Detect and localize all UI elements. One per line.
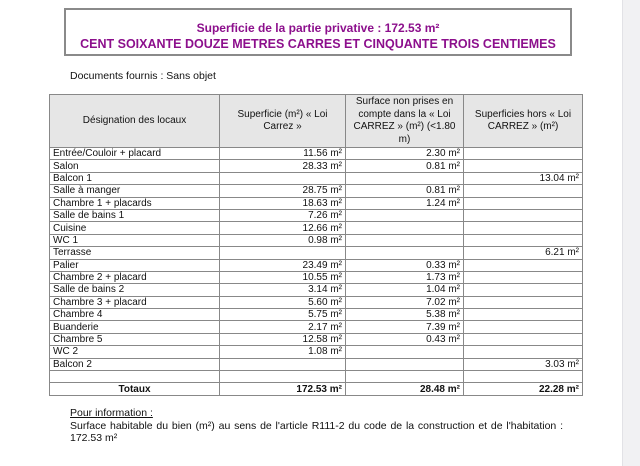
col-header-non-prises: Surface non prises en compte dans la « Loi CARREZ » (m²) (<1.80 m) bbox=[346, 95, 464, 148]
cell-designation: Salle de bains 1 bbox=[50, 209, 220, 221]
cell-non-prises: 0.43 m² bbox=[346, 333, 464, 345]
cell-designation: Chambre 5 bbox=[50, 333, 220, 345]
cell-non-prises bbox=[346, 172, 464, 184]
cell-designation: WC 1 bbox=[50, 234, 220, 246]
cell-hors bbox=[464, 309, 583, 321]
viewer-side-strip bbox=[622, 0, 640, 466]
cell-designation: Cuisine bbox=[50, 222, 220, 234]
cell-designation: Entrée/Couloir + placard bbox=[50, 148, 220, 160]
cell-hors bbox=[464, 209, 583, 221]
table-row bbox=[50, 259, 583, 271]
cell-carrez: 28.75 m² bbox=[220, 185, 346, 197]
cell-hors bbox=[464, 259, 583, 271]
table-row bbox=[50, 209, 583, 221]
cell-hors bbox=[464, 346, 583, 358]
cell-non-prises bbox=[346, 222, 464, 234]
table-header-row bbox=[50, 95, 583, 148]
cell-hors bbox=[464, 333, 583, 345]
cell-designation: Salle de bains 2 bbox=[50, 284, 220, 296]
cell-designation: Salle à manger bbox=[50, 185, 220, 197]
table-row bbox=[50, 197, 583, 209]
cell-designation: Chambre 3 + placard bbox=[50, 296, 220, 308]
cell-designation bbox=[50, 371, 220, 383]
cell-carrez: 12.66 m² bbox=[220, 222, 346, 234]
cell-non-prises: 1.24 m² bbox=[346, 197, 464, 209]
cell-non-prises: 0.33 m² bbox=[346, 259, 464, 271]
cell-carrez: 5.60 m² bbox=[220, 296, 346, 308]
col-header-hors: Superficies hors « Loi CARREZ » (m²) bbox=[464, 95, 583, 148]
cell-carrez bbox=[220, 358, 346, 370]
info-section bbox=[70, 407, 563, 445]
surface-title: Superficie de la partie privative : 172.53 m² bbox=[196, 21, 440, 35]
cell-non-prises bbox=[346, 346, 464, 358]
table-row bbox=[50, 296, 583, 308]
cell-designation: Balcon 1 bbox=[50, 172, 220, 184]
cell-hors bbox=[464, 148, 583, 160]
table-row bbox=[50, 271, 583, 283]
cell-carrez: 12.58 m² bbox=[220, 333, 346, 345]
table-row bbox=[50, 160, 583, 172]
cell-hors: 6.21 m² bbox=[464, 247, 583, 259]
cell-non-prises: 5.38 m² bbox=[346, 309, 464, 321]
surface-in-words: CENT SOIXANTE DOUZE METRES CARRES ET CINQUANTE TROIS CENTIEMES bbox=[80, 37, 556, 51]
cell-designation: Palier bbox=[50, 259, 220, 271]
cell-hors bbox=[464, 296, 583, 308]
table-row bbox=[50, 309, 583, 321]
table-row bbox=[50, 222, 583, 234]
cell-carrez: 2.17 m² bbox=[220, 321, 346, 333]
cell-non-prises: 0.81 m² bbox=[346, 185, 464, 197]
cell-hors bbox=[464, 284, 583, 296]
title-box bbox=[64, 8, 572, 56]
cell-non-prises: 7.02 m² bbox=[346, 296, 464, 308]
cell-designation: Balcon 2 bbox=[50, 358, 220, 370]
table-row bbox=[50, 346, 583, 358]
total-hors: 22.28 m² bbox=[464, 383, 583, 396]
cell-carrez: 1.08 m² bbox=[220, 346, 346, 358]
cell-hors bbox=[464, 234, 583, 246]
cell-carrez bbox=[220, 371, 346, 383]
cell-designation: WC 2 bbox=[50, 346, 220, 358]
cell-non-prises bbox=[346, 247, 464, 259]
cell-carrez: 0.98 m² bbox=[220, 234, 346, 246]
cell-carrez bbox=[220, 247, 346, 259]
cell-hors bbox=[464, 160, 583, 172]
cell-hors bbox=[464, 371, 583, 383]
cell-carrez: 23.49 m² bbox=[220, 259, 346, 271]
table-row bbox=[50, 333, 583, 345]
cell-non-prises: 0.81 m² bbox=[346, 160, 464, 172]
cell-designation: Buanderie bbox=[50, 321, 220, 333]
totals-label: Totaux bbox=[50, 383, 220, 396]
totals-row bbox=[50, 383, 583, 396]
table-row bbox=[50, 185, 583, 197]
cell-carrez: 18.63 m² bbox=[220, 197, 346, 209]
total-carrez: 172.53 m² bbox=[220, 383, 346, 396]
table-row bbox=[50, 148, 583, 160]
cell-carrez: 11.56 m² bbox=[220, 148, 346, 160]
table-row bbox=[50, 247, 583, 259]
cell-non-prises: 7.39 m² bbox=[346, 321, 464, 333]
table-row bbox=[50, 234, 583, 246]
cell-hors bbox=[464, 271, 583, 283]
cell-designation: Terrasse bbox=[50, 247, 220, 259]
cell-non-prises: 1.04 m² bbox=[346, 284, 464, 296]
cell-hors bbox=[464, 197, 583, 209]
cell-hors bbox=[464, 222, 583, 234]
cell-non-prises bbox=[346, 371, 464, 383]
surface-table bbox=[49, 94, 583, 396]
cell-non-prises bbox=[346, 358, 464, 370]
cell-designation: Salon bbox=[50, 160, 220, 172]
cell-non-prises bbox=[346, 209, 464, 221]
cell-designation: Chambre 2 + placard bbox=[50, 271, 220, 283]
col-header-carrez: Superficie (m²) « Loi Carrez » bbox=[220, 95, 346, 148]
cell-non-prises bbox=[346, 234, 464, 246]
cell-hors: 3.03 m² bbox=[464, 358, 583, 370]
table-row bbox=[50, 284, 583, 296]
table-row bbox=[50, 321, 583, 333]
cell-hors: 13.04 m² bbox=[464, 172, 583, 184]
col-header-designation: Désignation des locaux bbox=[50, 95, 220, 148]
cell-carrez: 3.14 m² bbox=[220, 284, 346, 296]
table-row bbox=[50, 172, 583, 184]
cell-carrez: 7.26 m² bbox=[220, 209, 346, 221]
cell-carrez bbox=[220, 172, 346, 184]
table-row bbox=[50, 358, 583, 370]
cell-designation: Chambre 1 + placards bbox=[50, 197, 220, 209]
table-row bbox=[50, 371, 583, 383]
cell-hors bbox=[464, 185, 583, 197]
documents-provided: Documents fournis : Sans objet bbox=[70, 70, 216, 82]
cell-carrez: 10.55 m² bbox=[220, 271, 346, 283]
info-title: Pour information : bbox=[70, 407, 153, 419]
cell-non-prises: 1.73 m² bbox=[346, 271, 464, 283]
cell-designation: Chambre 4 bbox=[50, 309, 220, 321]
total-non-prises: 28.48 m² bbox=[346, 383, 464, 396]
cell-non-prises: 2.30 m² bbox=[346, 148, 464, 160]
cell-carrez: 28.33 m² bbox=[220, 160, 346, 172]
info-text: Surface habitable du bien (m²) au sens de l'article R111-2 du code de la construction et de l'habitation : 172.53 m² bbox=[70, 419, 563, 444]
cell-hors bbox=[464, 321, 583, 333]
cell-carrez: 5.75 m² bbox=[220, 309, 346, 321]
